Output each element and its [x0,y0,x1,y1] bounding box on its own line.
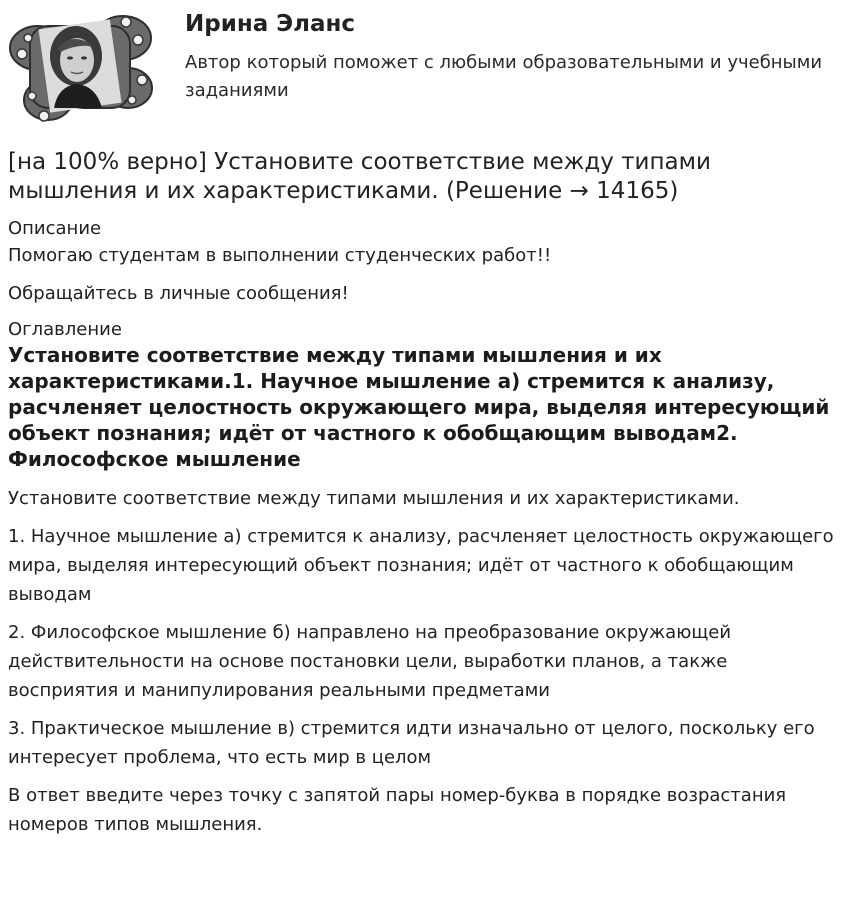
toc-text: Установите соответствие между типами мышления и их характеристиками.1. Научное мышление а) стремится к анализу, расчленяет целостность окружающего мира, выделяя интересующий объект познания; идёт от частного к обобщающим выводам2. Философское мышление [8,343,830,471]
main-content [8,148,840,848]
question-item-1: 1. Научное мышление а) стремится к анализу, расчленяет целостность окружающего мира, выделяя интересующий объект познания; идёт от частного к обобщающим выводам [8,526,834,605]
description-line-1: Помогаю студентам в выполнении студенческих работ!! [8,245,552,266]
page-title: [на 100% верно] Установите соответствие между типами мышления и их характеристиками. (Решение → 14165) [8,149,711,204]
answer-instruction: В ответ введите через точку с запятой пары номер-буква в порядке возрастания номеров типов мышления. [8,785,787,835]
question-item-2: 2. Философское мышление б) направлено на преобразование окружающей действительности на основе постановки цели, выработки планов, а также восприятия и манипулирования реальными предметами [8,622,732,701]
question-item-3: 3. Практическое мышление в) стремится идти изначально от целого, поскольку его интересует проблема, что есть мир в целом [8,718,815,768]
description-label: Описание [8,218,102,239]
toc-label: Оглавление [8,319,122,340]
author-description: Автор который поможет с любыми образовательными и учебными заданиями [185,52,823,101]
question-intro: Установите соответствие между типами мышления и их характеристиками. [8,488,740,509]
description-line-2: Обращайтесь в личные сообщения! [8,283,349,304]
author-name[interactable]: Ирина Эланс [185,11,356,37]
author-avatar[interactable] [8,8,153,126]
author-block [8,8,838,126]
